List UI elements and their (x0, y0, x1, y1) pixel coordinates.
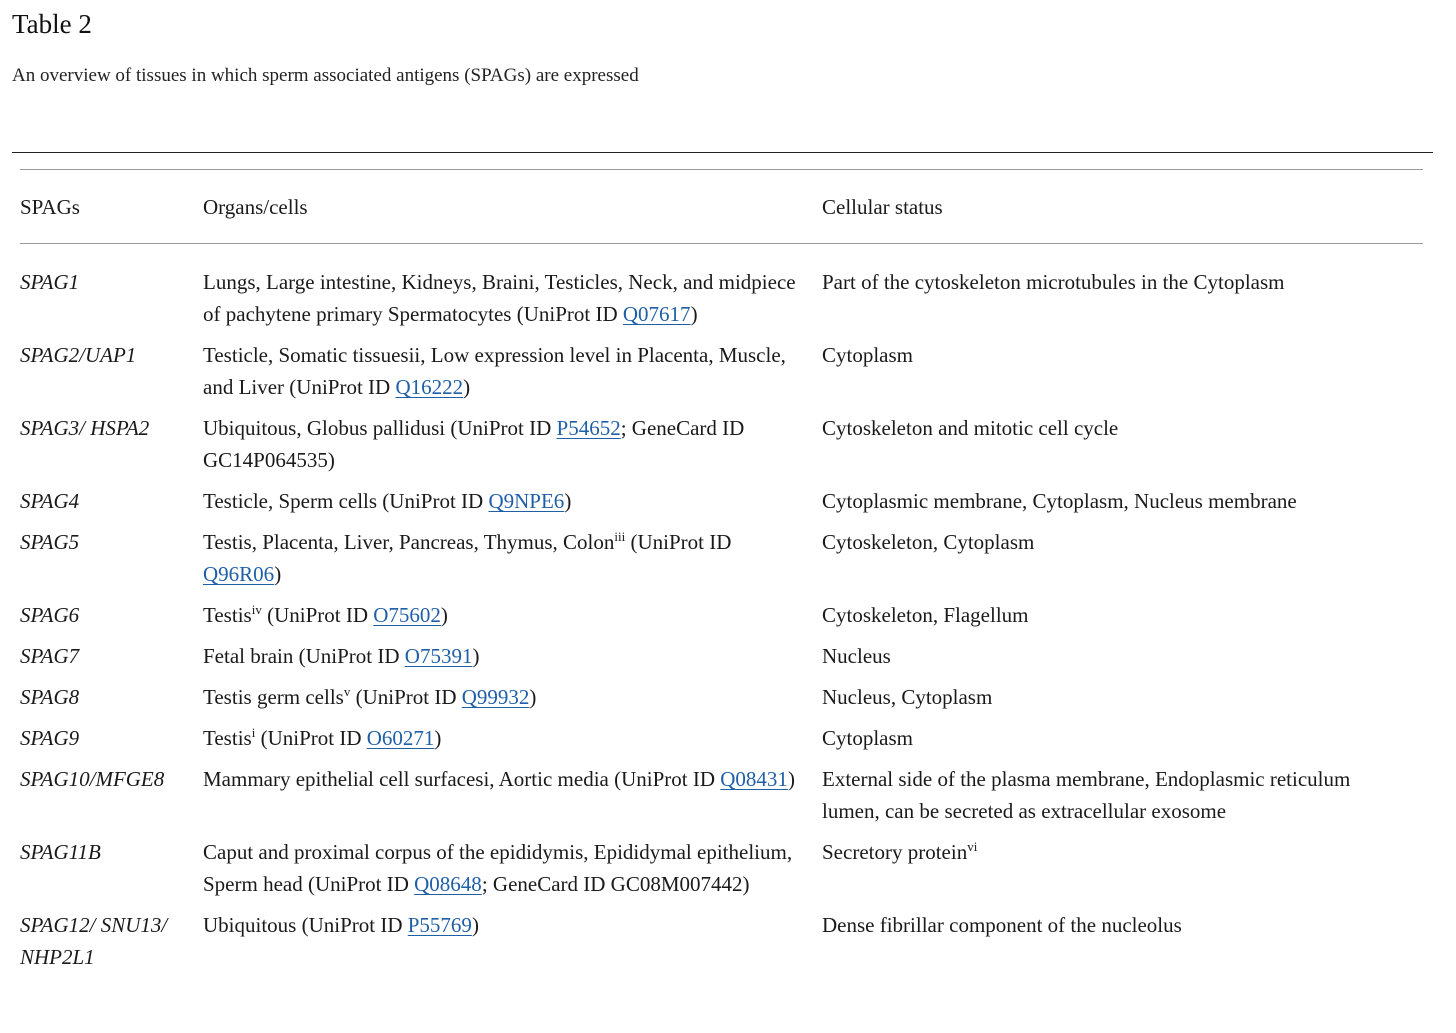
organs-cell (203, 266, 809, 330)
table-top-rule (12, 152, 1433, 153)
cellular-status-cell (822, 909, 1382, 941)
uniprot-link[interactable]: Q96R06 (203, 562, 275, 586)
table-row (0, 836, 1456, 900)
organs-cell (203, 599, 809, 631)
cell-text: ) (274, 562, 282, 586)
cell-text: Lungs, Large intestine, Kidneys, Braini, Testicles, Neck, and midpiece of pachytene primary Spermatocytes (UniProt ID (203, 270, 796, 326)
table-caption: An overview of tissues in which sperm associated antigens (SPAGs) are expressed (12, 65, 639, 86)
cell-text: Cytoplasm (822, 343, 914, 367)
cell-text: Cytoskeleton and mitotic cell cycle (822, 416, 1119, 440)
cell-text: ) (564, 489, 572, 513)
cell-text: (UniProt ID (625, 530, 732, 554)
uniprot-link[interactable]: Q16222 (395, 375, 464, 399)
table-header-top-rule (20, 169, 1423, 170)
spag-name-cell: SPAG8 (20, 685, 80, 709)
organs-cell (203, 763, 809, 795)
footnote-marker: iv (251, 602, 262, 617)
uniprot-link[interactable]: O60271 (366, 726, 435, 750)
cellular-status-cell (822, 485, 1382, 517)
cell-text: Part of the cytoskeleton microtubules in the Cytoplasm (822, 270, 1285, 294)
cellular-status-cell (822, 763, 1382, 827)
organs-cell (203, 412, 809, 476)
cell-text: ; GeneCard ID GC14P064535) (203, 416, 745, 472)
cell-text: Secretory protein (822, 840, 968, 864)
table-row (0, 722, 1456, 754)
table-row (0, 763, 1456, 827)
spag-name-cell: SPAG9 (20, 726, 80, 750)
uniprot-link[interactable]: O75391 (404, 644, 473, 668)
column-header-status: Cellular status (822, 195, 943, 219)
uniprot-link[interactable]: P54652 (556, 416, 621, 440)
organs-cell (203, 722, 809, 754)
table-row (0, 339, 1456, 403)
spag-name-cell: SPAG6 (20, 603, 80, 627)
cell-text: Cytoplasmic membrane, Cytoplasm, Nucleus membrane (822, 489, 1297, 513)
table-row (0, 599, 1456, 631)
table-row (0, 640, 1456, 672)
spag-name-cell: SPAG1 (20, 270, 80, 294)
footnote-marker: v (343, 684, 351, 699)
table-row (0, 909, 1456, 973)
cell-text: Caput and proximal corpus of the epididymis, Epididymal epithelium, Sperm head (UniProt ID (203, 840, 793, 896)
cell-text: Cytoskeleton, Cytoplasm (822, 530, 1035, 554)
organs-cell (203, 681, 809, 713)
cellular-status-cell (822, 412, 1382, 444)
cellular-status-cell (822, 526, 1382, 558)
table-header-bottom-rule (20, 243, 1423, 244)
cell-text: Cytoplasm (822, 726, 914, 750)
footnote-marker: i (251, 725, 256, 740)
cell-text: Testis (203, 603, 252, 627)
table-body (0, 266, 1456, 982)
cell-text: ; GeneCard ID GC08M007442) (481, 872, 750, 896)
cell-text: (UniProt ID (261, 603, 374, 627)
cell-text: (UniProt ID (350, 685, 462, 709)
cell-text: Ubiquitous, Globus pallidusi (UniProt ID (203, 416, 557, 440)
table-row (0, 526, 1456, 590)
cell-text: ) (787, 767, 795, 791)
column-header-spags: SPAGs (20, 195, 80, 219)
cellular-status-cell (822, 599, 1382, 631)
cell-text: ) (529, 685, 537, 709)
cell-text: Testicle, Sperm cells (UniProt ID (203, 489, 489, 513)
cell-text: ) (690, 302, 698, 326)
cell-text: ) (471, 913, 479, 937)
cell-text: Nucleus, Cytoplasm (822, 685, 993, 709)
cell-text: Testicle, Somatic tissuesii, Low expression level in Placenta, Muscle, and Liver (UniProt ID (203, 343, 786, 399)
cell-text: Mammary epithelial cell surfacesi, Aortic media (UniProt ID (203, 767, 721, 791)
spag-name-cell: SPAG11B (20, 840, 101, 864)
table-row (0, 266, 1456, 330)
footnote-marker: vi (967, 839, 978, 854)
column-header-organs: Organs/cells (203, 195, 308, 219)
cellular-status-cell (822, 640, 1382, 672)
organs-cell (203, 836, 809, 900)
cell-text: Dense fibrillar component of the nucleolus (822, 913, 1182, 937)
spag-name-cell: SPAG2/UAP1 (20, 343, 137, 367)
cellular-status-cell (822, 681, 1382, 713)
organs-cell (203, 526, 809, 590)
cell-text: Testis, Placenta, Liver, Pancreas, Thymus, Colon (203, 530, 615, 554)
uniprot-link[interactable]: Q08648 (414, 872, 482, 896)
table-row (0, 485, 1456, 517)
organs-cell (203, 640, 809, 672)
cellular-status-cell (822, 836, 1382, 868)
cell-text: Testis germ cells (203, 685, 344, 709)
cell-text: Fetal brain (UniProt ID (203, 644, 405, 668)
uniprot-link[interactable]: Q08431 (720, 767, 788, 791)
footnote-marker: iii (614, 529, 626, 544)
uniprot-link[interactable]: Q9NPE6 (488, 489, 565, 513)
uniprot-link[interactable]: Q07617 (622, 302, 691, 326)
uniprot-link[interactable]: Q99932 (461, 685, 530, 709)
table-row (0, 681, 1456, 713)
cell-text: Testis (203, 726, 252, 750)
cellular-status-cell (822, 722, 1382, 754)
spag-name-cell: SPAG10/MFGE8 (20, 767, 165, 791)
cell-text: (UniProt ID (255, 726, 367, 750)
spag-name-cell: SPAG5 (20, 530, 80, 554)
cellular-status-cell (822, 266, 1382, 298)
cell-text: ) (434, 726, 442, 750)
cell-text: Ubiquitous (UniProt ID (203, 913, 408, 937)
organs-cell (203, 909, 809, 941)
spag-name-cell: SPAG4 (20, 489, 80, 513)
uniprot-link[interactable]: O75602 (373, 603, 441, 627)
cell-text: ) (472, 644, 480, 668)
organs-cell (203, 485, 809, 517)
uniprot-link[interactable]: P55769 (407, 913, 472, 937)
cell-text: Nucleus (822, 644, 891, 668)
table-title: Table 2 (12, 9, 92, 39)
cell-text: ) (463, 375, 471, 399)
spag-name-cell: SPAG12/ SNU13/ NHP2L1 (20, 913, 168, 969)
cell-text: Cytoskeleton, Flagellum (822, 603, 1029, 627)
table-row (0, 412, 1456, 476)
organs-cell (203, 339, 809, 403)
cell-text: External side of the plasma membrane, Endoplasmic reticulum lumen, can be secreted as extracellular exosome (822, 767, 1351, 823)
spag-name-cell: SPAG7 (20, 644, 80, 668)
cell-text: ) (440, 603, 448, 627)
cellular-status-cell (822, 339, 1382, 371)
spag-name-cell: SPAG3/ HSPA2 (20, 416, 150, 440)
